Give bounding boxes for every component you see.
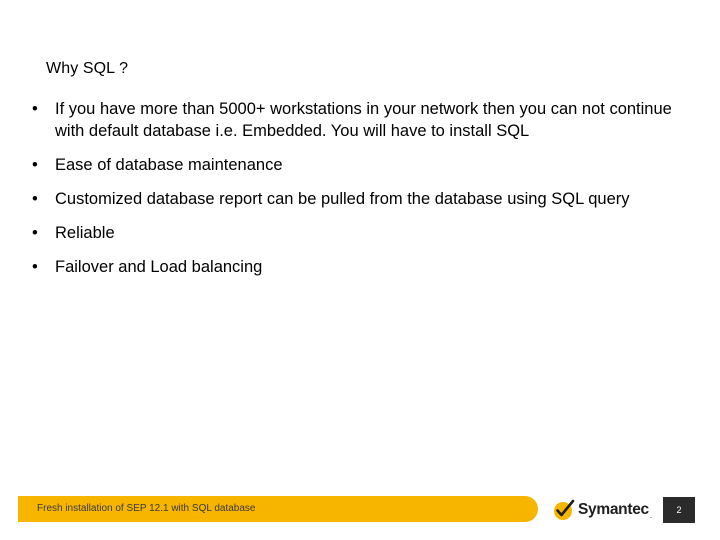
symantec-logo: [552, 496, 652, 524]
bullet-dot: •: [32, 258, 38, 276]
symantec-checkmark-icon: [552, 498, 576, 522]
bullet-text: Ease of database maintenance: [55, 156, 283, 174]
footer-caption: Fresh installation of SEP 12.1 with SQL database: [37, 503, 256, 514]
bullet-dot: •: [32, 224, 38, 242]
bullet-dot: •: [32, 190, 38, 208]
bullet-text: Failover and Load balancing: [55, 258, 263, 276]
logo-suffix: .: [649, 511, 653, 520]
bullet-text: Reliable: [55, 224, 115, 242]
logo-text: Symantec: [578, 501, 649, 518]
bullet-text: Customized database report can be pulled from the database using SQL query: [55, 190, 630, 208]
bullet-item: [32, 188, 682, 210]
bullet-item: [32, 256, 682, 278]
bullet-dot: •: [32, 156, 38, 174]
bullet-text: If you have more than 5000+ workstations in your network then you can not continue with default database i.e. Embedded. You will have to install SQL: [55, 100, 672, 140]
slide-title: Why SQL ?: [46, 60, 129, 77]
bullet-item: [32, 154, 682, 176]
bullet-dot: •: [32, 100, 38, 118]
bullet-item: [32, 222, 682, 244]
footer-bar: [18, 496, 538, 522]
bullet-item: [32, 98, 682, 142]
page-number: 2: [663, 497, 695, 523]
bullet-list: [32, 98, 682, 290]
